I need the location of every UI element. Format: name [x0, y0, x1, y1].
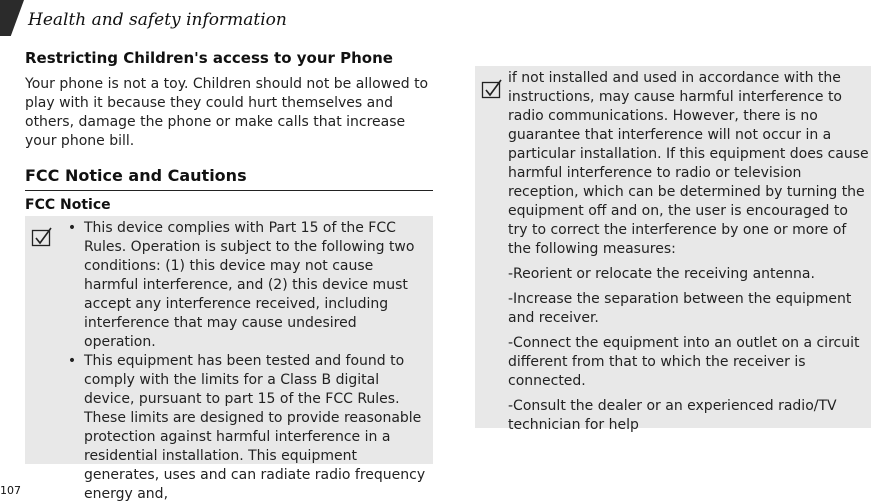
subsection-title-fcc-notice: FCC Notice [25, 197, 111, 213]
fcc-continued-text: if not installed and used in accordance with the instructions, may cause harmful interference to radio communications. However, there is no guarantee that interference will not occur in a particular installation. If this equipment does cause harmful interference to radio or television reception, which can be determined by turning the equipment off and on, the user is encouraged to try to correct the interference by one or more of the following measures: [508, 70, 869, 257]
measure-item: -Consult the dealer or an experienced radio/TV technician for help [508, 398, 837, 433]
note-box-right [475, 66, 871, 433]
note-text-left [60, 219, 430, 504]
checkmark-note-icon [481, 78, 503, 100]
page-number: 107 [0, 484, 21, 497]
running-head: Health and safety information [28, 10, 287, 30]
bullet-glyph: • [67, 353, 77, 369]
bullet-glyph: • [67, 220, 77, 236]
checkmark-note-icon [31, 226, 53, 248]
section-title-fcc: FCC Notice and Cautions [25, 166, 247, 185]
measure-item: -Connect the equipment into an outlet on a circuit different from that to which the receiver is connected. [508, 335, 860, 389]
children-paragraph: Your phone is not a toy. Children should not be allowed to play with it because they could hurt themselves and others, damage the phone or make calls that increase your phone bill. [25, 76, 429, 149]
section-title-children: Restricting Children's access to your Phone [25, 49, 393, 67]
list-item [60, 219, 430, 352]
measure-item: -Increase the separation between the equipment and receiver. [508, 291, 852, 326]
note-box-left [25, 216, 433, 502]
fcc-bullet-1: This device complies with Part 15 of the FCC Rules. Operation is subject to the following two conditions: (1) this device may not cause harmful interference, and (2) this device must accept any interference received, including interference that may cause undesired operation. [84, 220, 415, 350]
note-text-right [508, 69, 870, 441]
header-accent-bar [0, 0, 24, 36]
list-item [60, 352, 430, 504]
measure-item: -Reorient or relocate the receiving antenna. [508, 266, 815, 282]
fcc-bullet-2: This equipment has been tested and found to comply with the limits for a Class B digital device, pursuant to part 15 of the FCC Rules. These limits are designed to provide reasonable protection against harmful interference in a residential installation. This equipment generates, uses and can radiate radio frequency energy and, [84, 353, 426, 502]
section-divider [25, 190, 433, 191]
